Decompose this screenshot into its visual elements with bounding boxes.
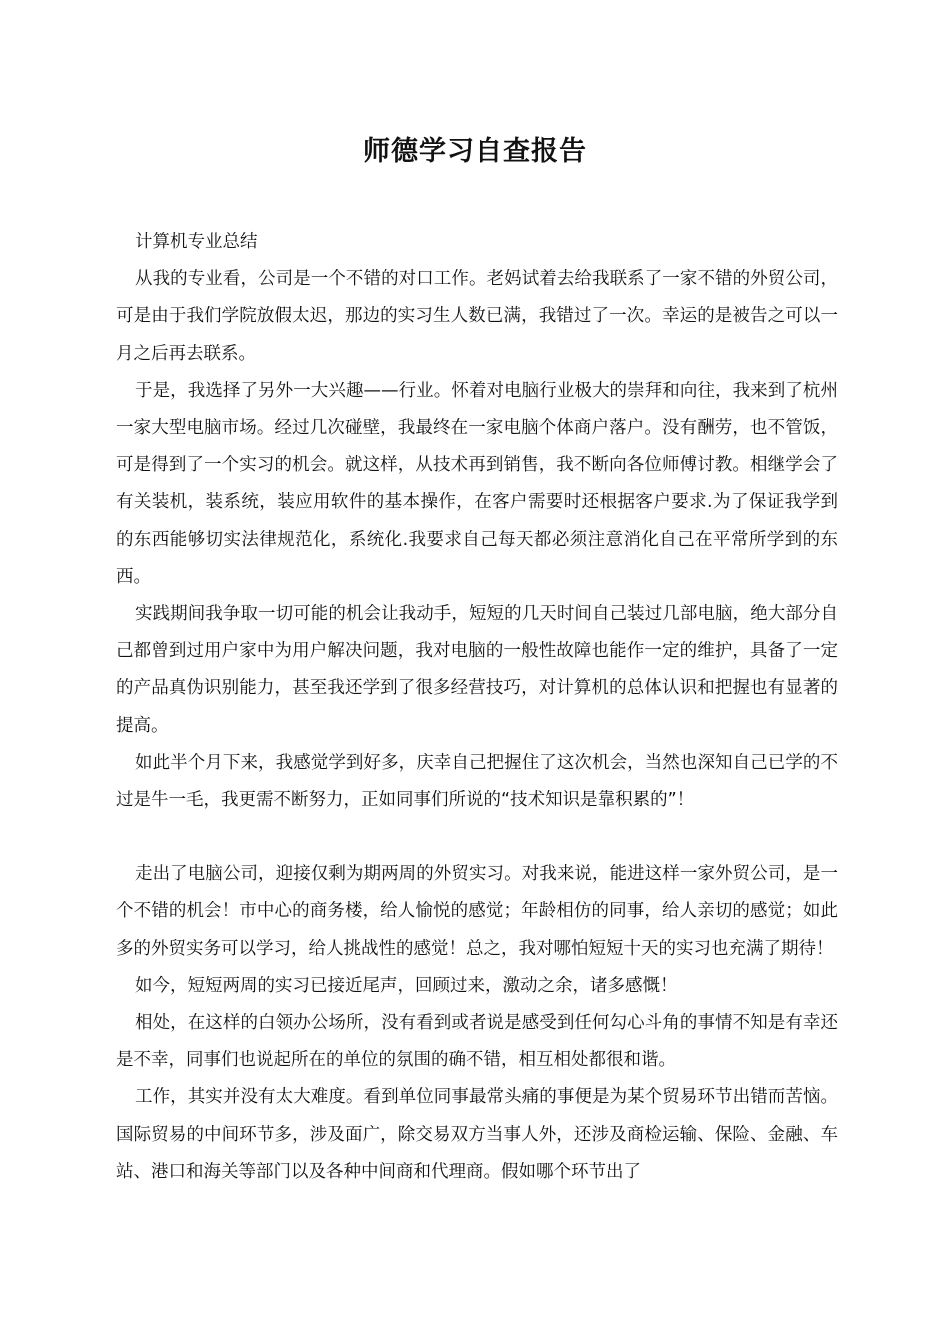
document-title: 师德学习自查报告 — [363, 136, 587, 167]
paragraph: 走出了电脑公司，迎接仅剩为期两周的外贸实习。对我来说，能进这样一家外贸公司，是一个不错的机会！市中心的商务楼，给人愉悦的感觉；年龄相仿的同事，给人亲切的感觉；如此多的外贸实务可以学习，给人挑战性的感觉！总之，我对哪怕短短十天的实习也充满了期待！ — [116, 864, 838, 959]
paragraph: 于是，我选择了另外一大兴趣——行业。怀着对电脑行业极大的崇拜和向往，我来到了杭州一家大型电脑市场。经过几次碰壁，我最终在一家电脑个体商户落户。没有酬劳，也不管饭，可是得到了一个实习的机会。就这样，从技术再到销售，我不断向各位师傅讨教。相继学会了有关装机，装系统，装应用软件的基本操作，在客户需要时还根据客户要求.为了保证我学到的东西能够切实法律规范化，系统化.我要求自己每天都必须注意消化自己在平常所学到的东西。 — [116, 380, 838, 587]
paragraph: 相处，在这样的白领办公场所，没有看到或者说是感受到任何勾心斗角的事情不知是有幸还是不幸，同事们也说起所在的单位的氛围的确不错，相互相处都很和谐。 — [116, 1013, 838, 1071]
paragraph: 如此半个月下来，我感觉学到好多，庆幸自己把握住了这次机会，当然也深知自己已学的不过是牛一毛，我更需不断努力，正如同事们所说的“技术知识是靠积累的”！ — [116, 752, 838, 811]
paragraph: 工作，其实并没有太大难度。看到单位同事最常头痛的事便是为某个贸易环节出错而苦恼。国际贸易的中间环节多，涉及面广，除交易双方当事人外，还涉及商检运输、保险、金融、车站、港口和海关等部门以及各种中间商和代理商。假如哪个环节出了 — [116, 1087, 838, 1182]
paragraph: 实践期间我争取一切可能的机会让我动手，短短的几天时间自己装过几部电脑，绝大部分自己都曾到过用户家中为用户解决问题，我对电脑的一般性故障也能作一定的维护，具备了一定的产品真伪识别能力，甚至我还学到了很多经营技巧，对计算机的总体认识和把握也有显著的提高。 — [116, 604, 838, 736]
paragraph: 从我的专业看，公司是一个不错的对口工作。老妈试着去给我联系了一家不错的外贸公司，可是由于我们学院放假太迟，那边的实习生人数已满，我错过了一次。幸运的是被告之可以一月之后再去联系。 — [116, 269, 838, 364]
document-body — [116, 224, 838, 1191]
paragraph: 如今，短短两周的实习已接近尾声，回顾过来，激动之余，诸多感慨！ — [135, 975, 678, 996]
paragraph-heading: 计算机专业总结 — [135, 232, 258, 252]
